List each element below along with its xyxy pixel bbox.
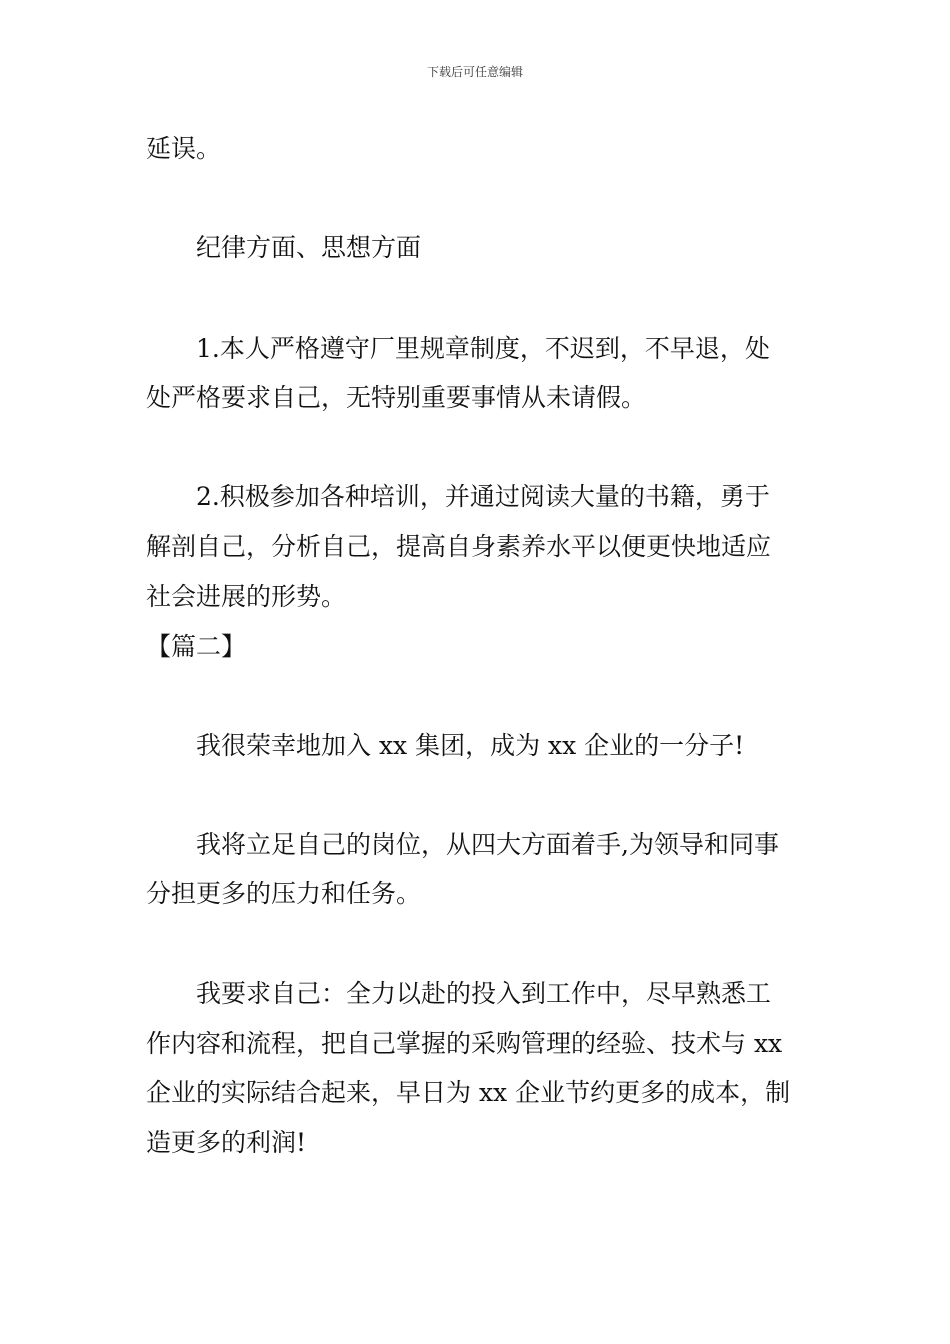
text-line: 处严格要求自己，无特别重要事情从未请假。 xyxy=(146,383,647,412)
section-heading: 纪律方面、思想方面 xyxy=(196,233,422,262)
text-line: 我将立足自己的岗位，从四大方面着手,为领导和同事 xyxy=(196,830,779,859)
text-line: 我很荣幸地加入 xx 集团，成为 xx 企业的一分子! xyxy=(196,731,745,760)
text-line: 我要求自己：全力以赴的投入到工作中，尽早熟悉工 xyxy=(196,979,772,1008)
text-line: 企业的实际结合起来，早日为 xx 企业节约更多的成本，制 xyxy=(146,1078,791,1107)
text-line: 解剖自己，分析自己，提高自身素养水平以便更快地适应 xyxy=(146,532,772,561)
text-line: 1.本人严格遵守厂里规章制度，不迟到，不早退，处 xyxy=(196,334,770,363)
text-line: 分担更多的压力和任务。 xyxy=(146,879,422,908)
text-line: 2.积极参加各种培训，并通过阅读大量的书籍，勇于 xyxy=(196,482,770,511)
text-line: 作内容和流程，把自己掌握的采购管理的经验、技术与 xx xyxy=(146,1029,783,1058)
text-line: 社会进展的形势。 xyxy=(146,582,347,611)
text-line: 造更多的利润! xyxy=(146,1128,307,1157)
page-header: 下载后可任意编辑 xyxy=(426,65,523,79)
section-title: 【篇二】 xyxy=(146,632,247,661)
text-line: 延误。 xyxy=(146,134,222,163)
